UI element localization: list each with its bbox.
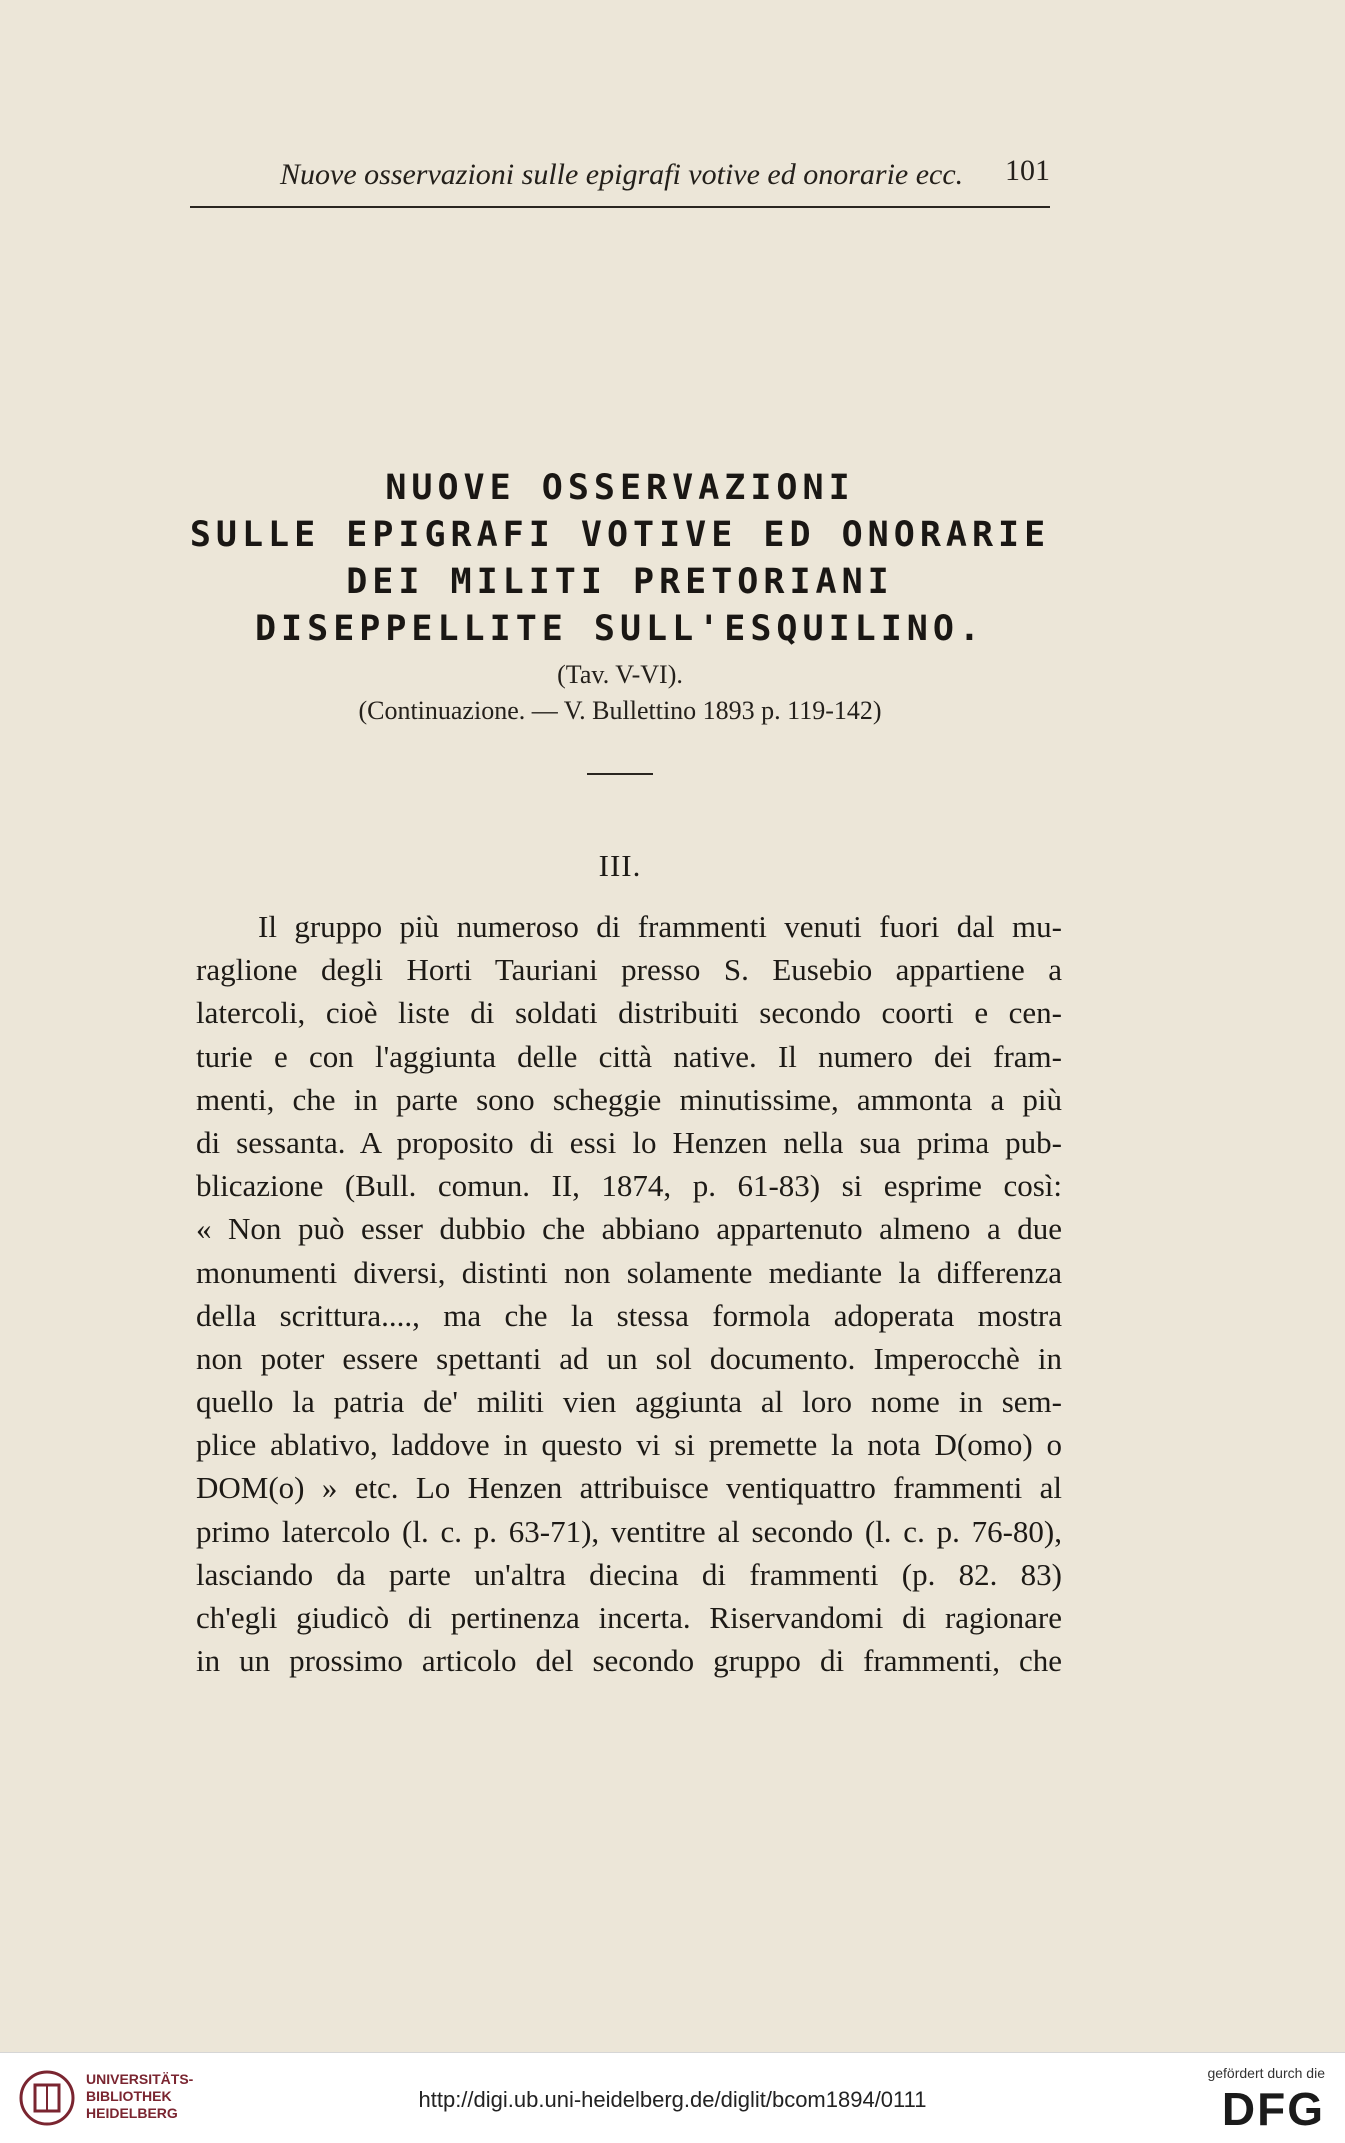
section-number: III.: [598, 848, 642, 883]
title-line: DEI MILITI PRETORIANI: [346, 562, 894, 602]
title-line: NUOVE OSSERVAZIONI: [385, 468, 855, 508]
text-line: della scrittura...., ma che la stessa formola adoperata mostra: [196, 1297, 1062, 1333]
text-line: raglione degli Horti Tauriani presso S. Eusebio appartiene a: [196, 952, 1062, 988]
separator-rule: [587, 773, 653, 775]
text-line: quello la patria de' militi vien aggiunta al loro nome in sem-: [196, 1384, 1062, 1420]
page-number: 101: [1005, 154, 1050, 187]
page-header: [190, 150, 1050, 210]
text-line: Il gruppo più numeroso di frammenti venuti fuori dal mu-: [258, 909, 1062, 944]
viewer-footer: [0, 2052, 1345, 2143]
text-line: plice ablativo, laddove in questo vi si premette la nota D(omo) o: [196, 1427, 1062, 1463]
university-name-line: HEIDELBERG: [86, 2105, 178, 2121]
plates-reference: (Tav. V-VI).: [557, 660, 683, 689]
university-name-line: BIBLIOTHEK: [86, 2088, 172, 2104]
dfg-logo: DFG: [1221, 2083, 1325, 2135]
running-title: Nuove osservazioni sulle epigrafi votive ed onorarie ecc.: [280, 158, 964, 191]
text-line: primo latercolo (l. c. p. 63-71), ventitre al secondo (l. c. p. 76-80),: [196, 1513, 1062, 1549]
text-line: lasciando da parte un'altra diecina di frammenti (p. 82. 83): [196, 1556, 1062, 1592]
text-line: monumenti diversi, distinti non solamente mediante la differenza: [196, 1254, 1062, 1290]
text-line: di sessanta. A proposito di essi lo Henzen nella sua prima pub-: [196, 1124, 1062, 1160]
permalink-url[interactable]: http://digi.ub.uni-heidelberg.de/diglit/bcom1894/0111: [418, 2087, 927, 2112]
title-line: SULLE EPIGRAFI VOTIVE ED ONORARIE: [189, 515, 1051, 555]
text-line: menti, che in parte sono scheggie minutissime, ammonta a più: [196, 1081, 1062, 1117]
text-line: ch'egli giudicò di pertinenza incerta. Riservandomi di ragionare: [196, 1600, 1062, 1635]
text-line: non poter essere spettanti ad un sol documento. Imperocchè in: [196, 1340, 1062, 1376]
funding-note: gefördert durch die: [1207, 2065, 1325, 2081]
article-title-block: [160, 465, 1080, 775]
text-line: blicazione (Bull. comun. II, 1874, p. 61-83) si esprime così:: [196, 1168, 1062, 1204]
university-name-line: UNIVERSITÄTS-: [86, 2071, 194, 2087]
body-text: [196, 905, 1062, 1682]
header-rule: [190, 206, 1050, 208]
text-line: turie e con l'aggiunta delle città native. Il numero dei fram-: [196, 1038, 1062, 1074]
text-line: « Non può esser dubbio che abbiano appartenuto almeno a due: [196, 1211, 1062, 1247]
text-line: latercoli, cioè liste di soldati distribuiti secondo coorti e cen-: [196, 995, 1062, 1031]
continuation-note: (Continuazione. — V. Bullettino 1893 p. 119-142): [358, 696, 882, 725]
text-line: DOM(o) » etc. Lo Henzen attribuisce ventiquattro frammenti al: [196, 1470, 1062, 1506]
title-line: DISEPPELLITE SULL'ESQUILINO.: [254, 609, 985, 649]
text-line: in un prossimo articolo del secondo gruppo di frammenti, che: [196, 1643, 1062, 1679]
